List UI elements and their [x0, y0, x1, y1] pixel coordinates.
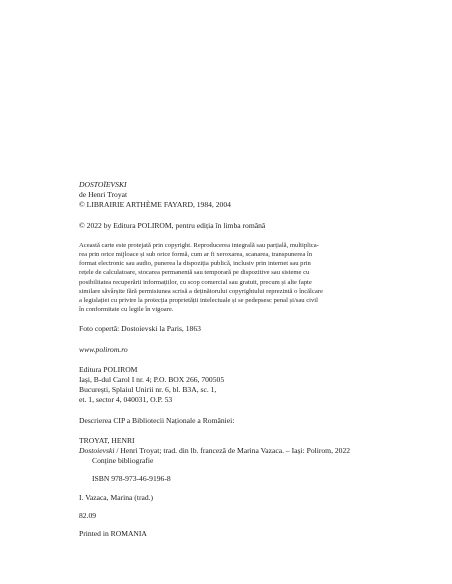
printed-in: Printed in ROMANIA [79, 529, 147, 539]
original-author: de Henri Troyat [79, 190, 128, 200]
cip-entry-rest: / Henri Troyat; trad. din lb. franceză de Marina Vazaca. – Iași: Polirom, 2022 [114, 446, 351, 456]
cip-header: Descrierea CIP a Bibliotecii Naționale a României: [79, 415, 235, 425]
legal-notice-line: Această carte este protejată prin copyright. Reproducerea integrală sau parțială, multiplica- [79, 241, 319, 249]
cip-bibliography: Conține bibliografie [92, 456, 154, 466]
copyright-page [79, 180, 379, 539]
website-link[interactable]: www.polirom.ro [79, 344, 128, 354]
cover-photo-credit: Foto copertă: Dostoievski la Paris, 1863 [79, 324, 201, 334]
legal-notice-line: posibilitatea recuperării informațiilor, cu scop comercial sau gratuit, precum și alte fapte [79, 278, 312, 286]
publisher-block [79, 365, 379, 406]
legal-notice-line: format electronic sau audio, punerea la dispoziția publică, inclusiv prin internet sau prin [79, 260, 311, 268]
publisher-address-line: București, Splaiul Unirii nr. 6, bl. B3A, sc. 1, [79, 385, 217, 395]
legal-notice-line: similare săvârșite fără permisiunea scrisă a deținătorului copyrightului reprezintă o încălcare [79, 287, 323, 295]
publisher-address-line: et. 1, sector 4, 040031, O.P. 53 [79, 395, 173, 405]
original-title: DOSTOÏEVSKI [79, 180, 127, 189]
publisher-name: Editura POLIROM [79, 364, 138, 374]
legal-notice-line: rea prin orice mijloace și sub orice formă, cum ar fi xeroxarea, scanarea, transpunerea în [79, 251, 313, 259]
cip-title-line [79, 446, 379, 456]
cip-entry [79, 436, 379, 521]
legal-notice-line: a legislației cu privire la protecția proprietății intelectuale și se pedepsesc penal și/sau civil [79, 297, 318, 305]
cip-isbn: ISBN 978-973-46-9196-8 [92, 474, 171, 484]
cip-author-heading: TROYAT, HENRI [79, 435, 135, 445]
legal-notice [79, 241, 379, 315]
legal-notice-line: rețele de calculatoare, stocarea permanentă sau temporară pe dispozitive sau sisteme cu [79, 269, 310, 277]
cip-classification: 82.09 [79, 510, 97, 520]
publisher-address-line: Iași, B-dul Carol I nr. 4; P.O. BOX 266, 700505 [79, 375, 225, 385]
cip-translator: I. Vazaca, Marina (trad.) [79, 492, 154, 502]
original-copyright: © LIBRAIRIE ARTHÈME FAYARD, 1984, 2004 [79, 200, 231, 210]
original-edition-block [79, 180, 379, 211]
cip-entry-title: Dostoievski [79, 446, 115, 456]
edition-copyright: © 2022 by Editura POLIROM, pentru ediția în limba română [79, 220, 266, 230]
legal-notice-line: în conformitate cu legile în vigoare. [79, 306, 174, 314]
